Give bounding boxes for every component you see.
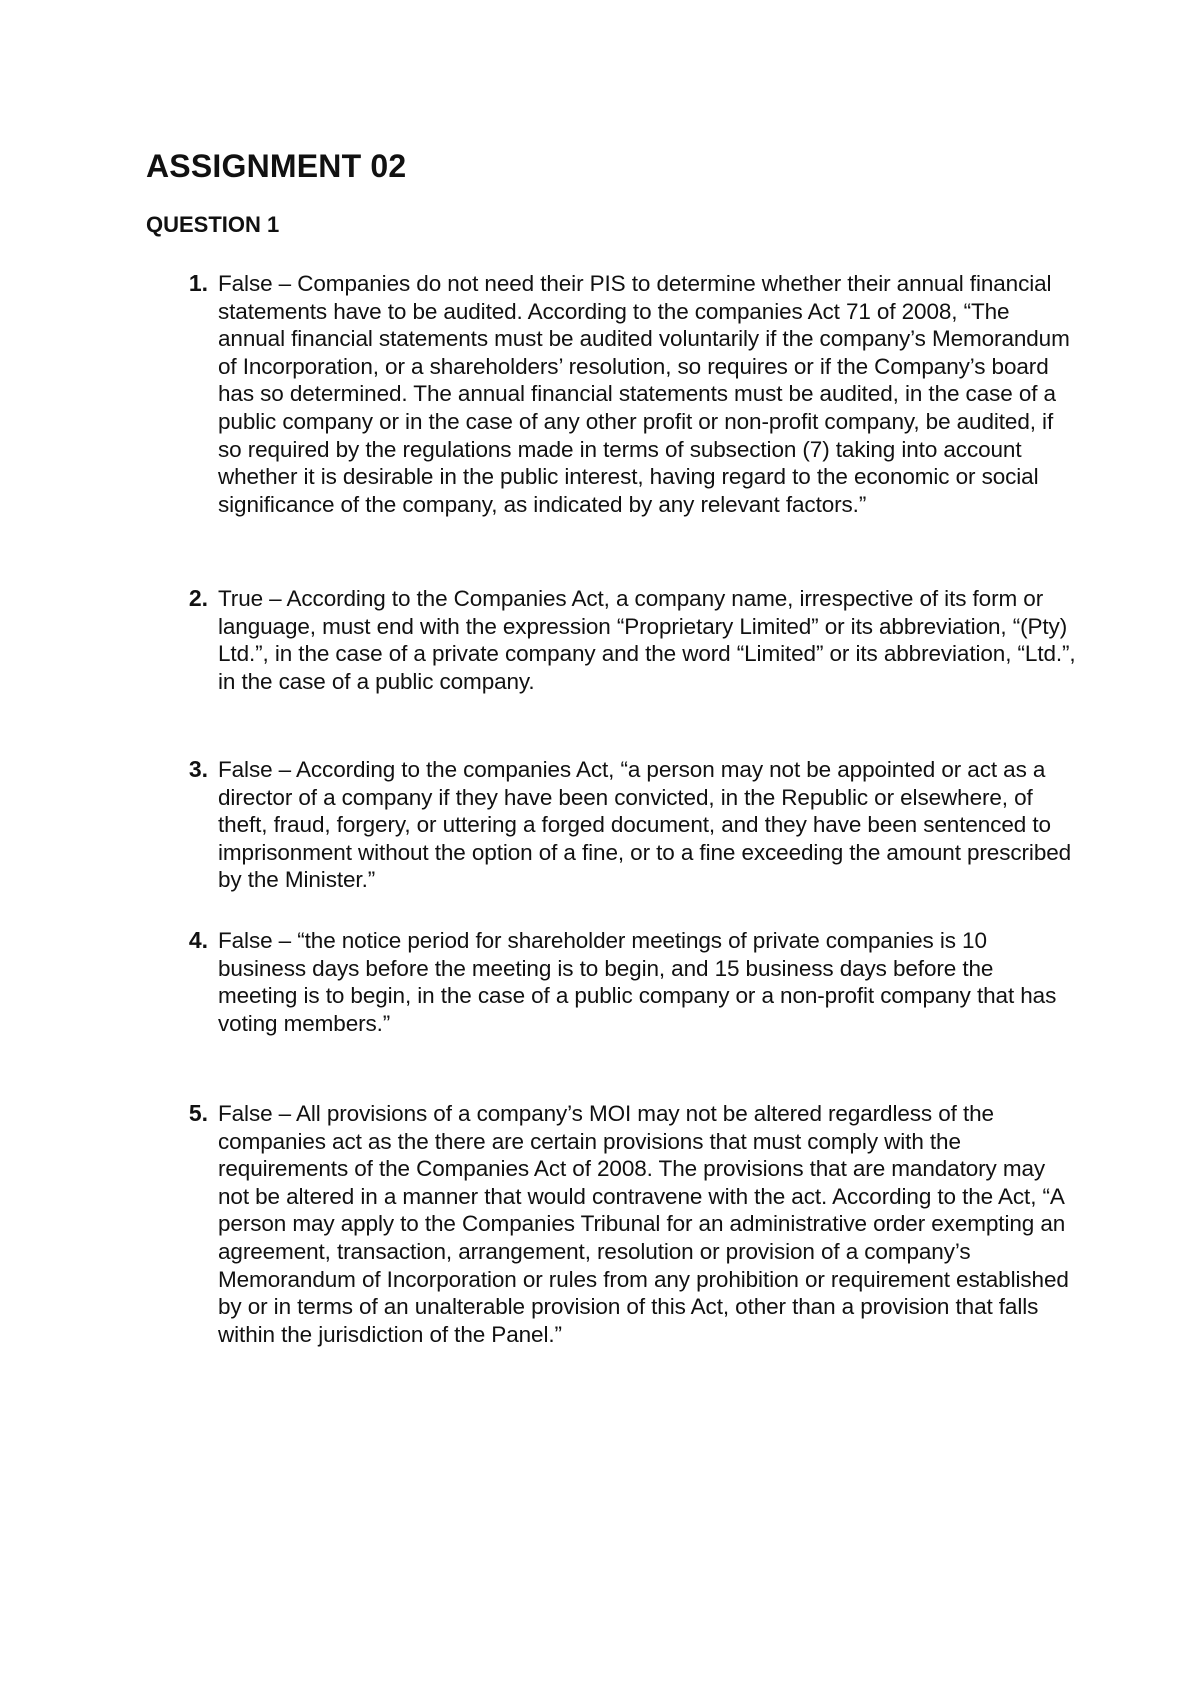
answer-item-1 [146, 270, 1076, 518]
answer-item-5 [146, 1100, 1076, 1348]
answer-text: False – “the notice period for shareholder meetings of private companies is 10 business days before the meeting is to begin, and 15 business days before the meeting is to begin, in the case of a public company or a non-profit company that has voting members.” [218, 928, 1057, 1036]
answer-number: 5. [188, 1100, 208, 1126]
answer-number: 2. [188, 585, 208, 611]
answer-number: 4. [188, 927, 208, 953]
answer-text: False – All provisions of a company’s MOI may not be altered regardless of the companies act as the there are certain provisions that must comply with the requirements of the Companies Act of 2008. The provisions that are mandatory may not be altered in a manner that would contravene with the act. According to the Act, “A person may apply to the Companies Tribunal for an administrative order exempting an agreement, transaction, arrangement, resolution or provision of a company’s Memorandum of Incorporation or rules from any prohibition or requirement established by or in terms of an unalterable provision of this Act, other than a provision that falls within the jurisdiction of the Panel.” [218, 1101, 1069, 1347]
answer-number: 1. [188, 270, 208, 296]
answer-text: True – According to the Companies Act, a company name, irrespective of its form or language, must end with the expression “Proprietary Limited” or its abbreviation, “(Pty) Ltd.”, in the case of a private company and the word “Limited” or its abbreviation, “Ltd.”, in the case of a public company. [218, 586, 1076, 694]
answer-text: False – Companies do not need their PIS to determine whether their annual financial statements have to be audited. According to the companies Act 71 of 2008, “The annual financial statements must be audited voluntarily if the company’s Memorandum of Incorporation, or a shareholders’ resolution, so requires or if the Company’s board has so determined. The annual financial statements must be audited, in the case of a public company or in the case of any other profit or non-profit company, be audited, if so required by the regulations made in terms of subsection (7) taking into account whether it is desirable in the public interest, having regard to the economic or social significance of the company, as indicated by any relevant factors.” [218, 271, 1070, 517]
answer-item-4 [146, 927, 1076, 1037]
answer-item-2 [146, 585, 1076, 695]
answer-text: False – According to the companies Act, “a person may not be appointed or act as a director of a company if they have been convicted, in the Republic or elsewhere, of theft, fraud, forgery, or uttering a forged document, and they have been sentenced to imprisonment without the option of a fine, or to a fine exceeding the amount prescribed by the Minister.” [218, 757, 1072, 893]
answer-number: 3. [188, 756, 208, 782]
section-heading: QUESTION 1 [146, 212, 280, 237]
answer-item-3 [146, 756, 1076, 894]
document-title: ASSIGNMENT 02 [146, 148, 407, 184]
